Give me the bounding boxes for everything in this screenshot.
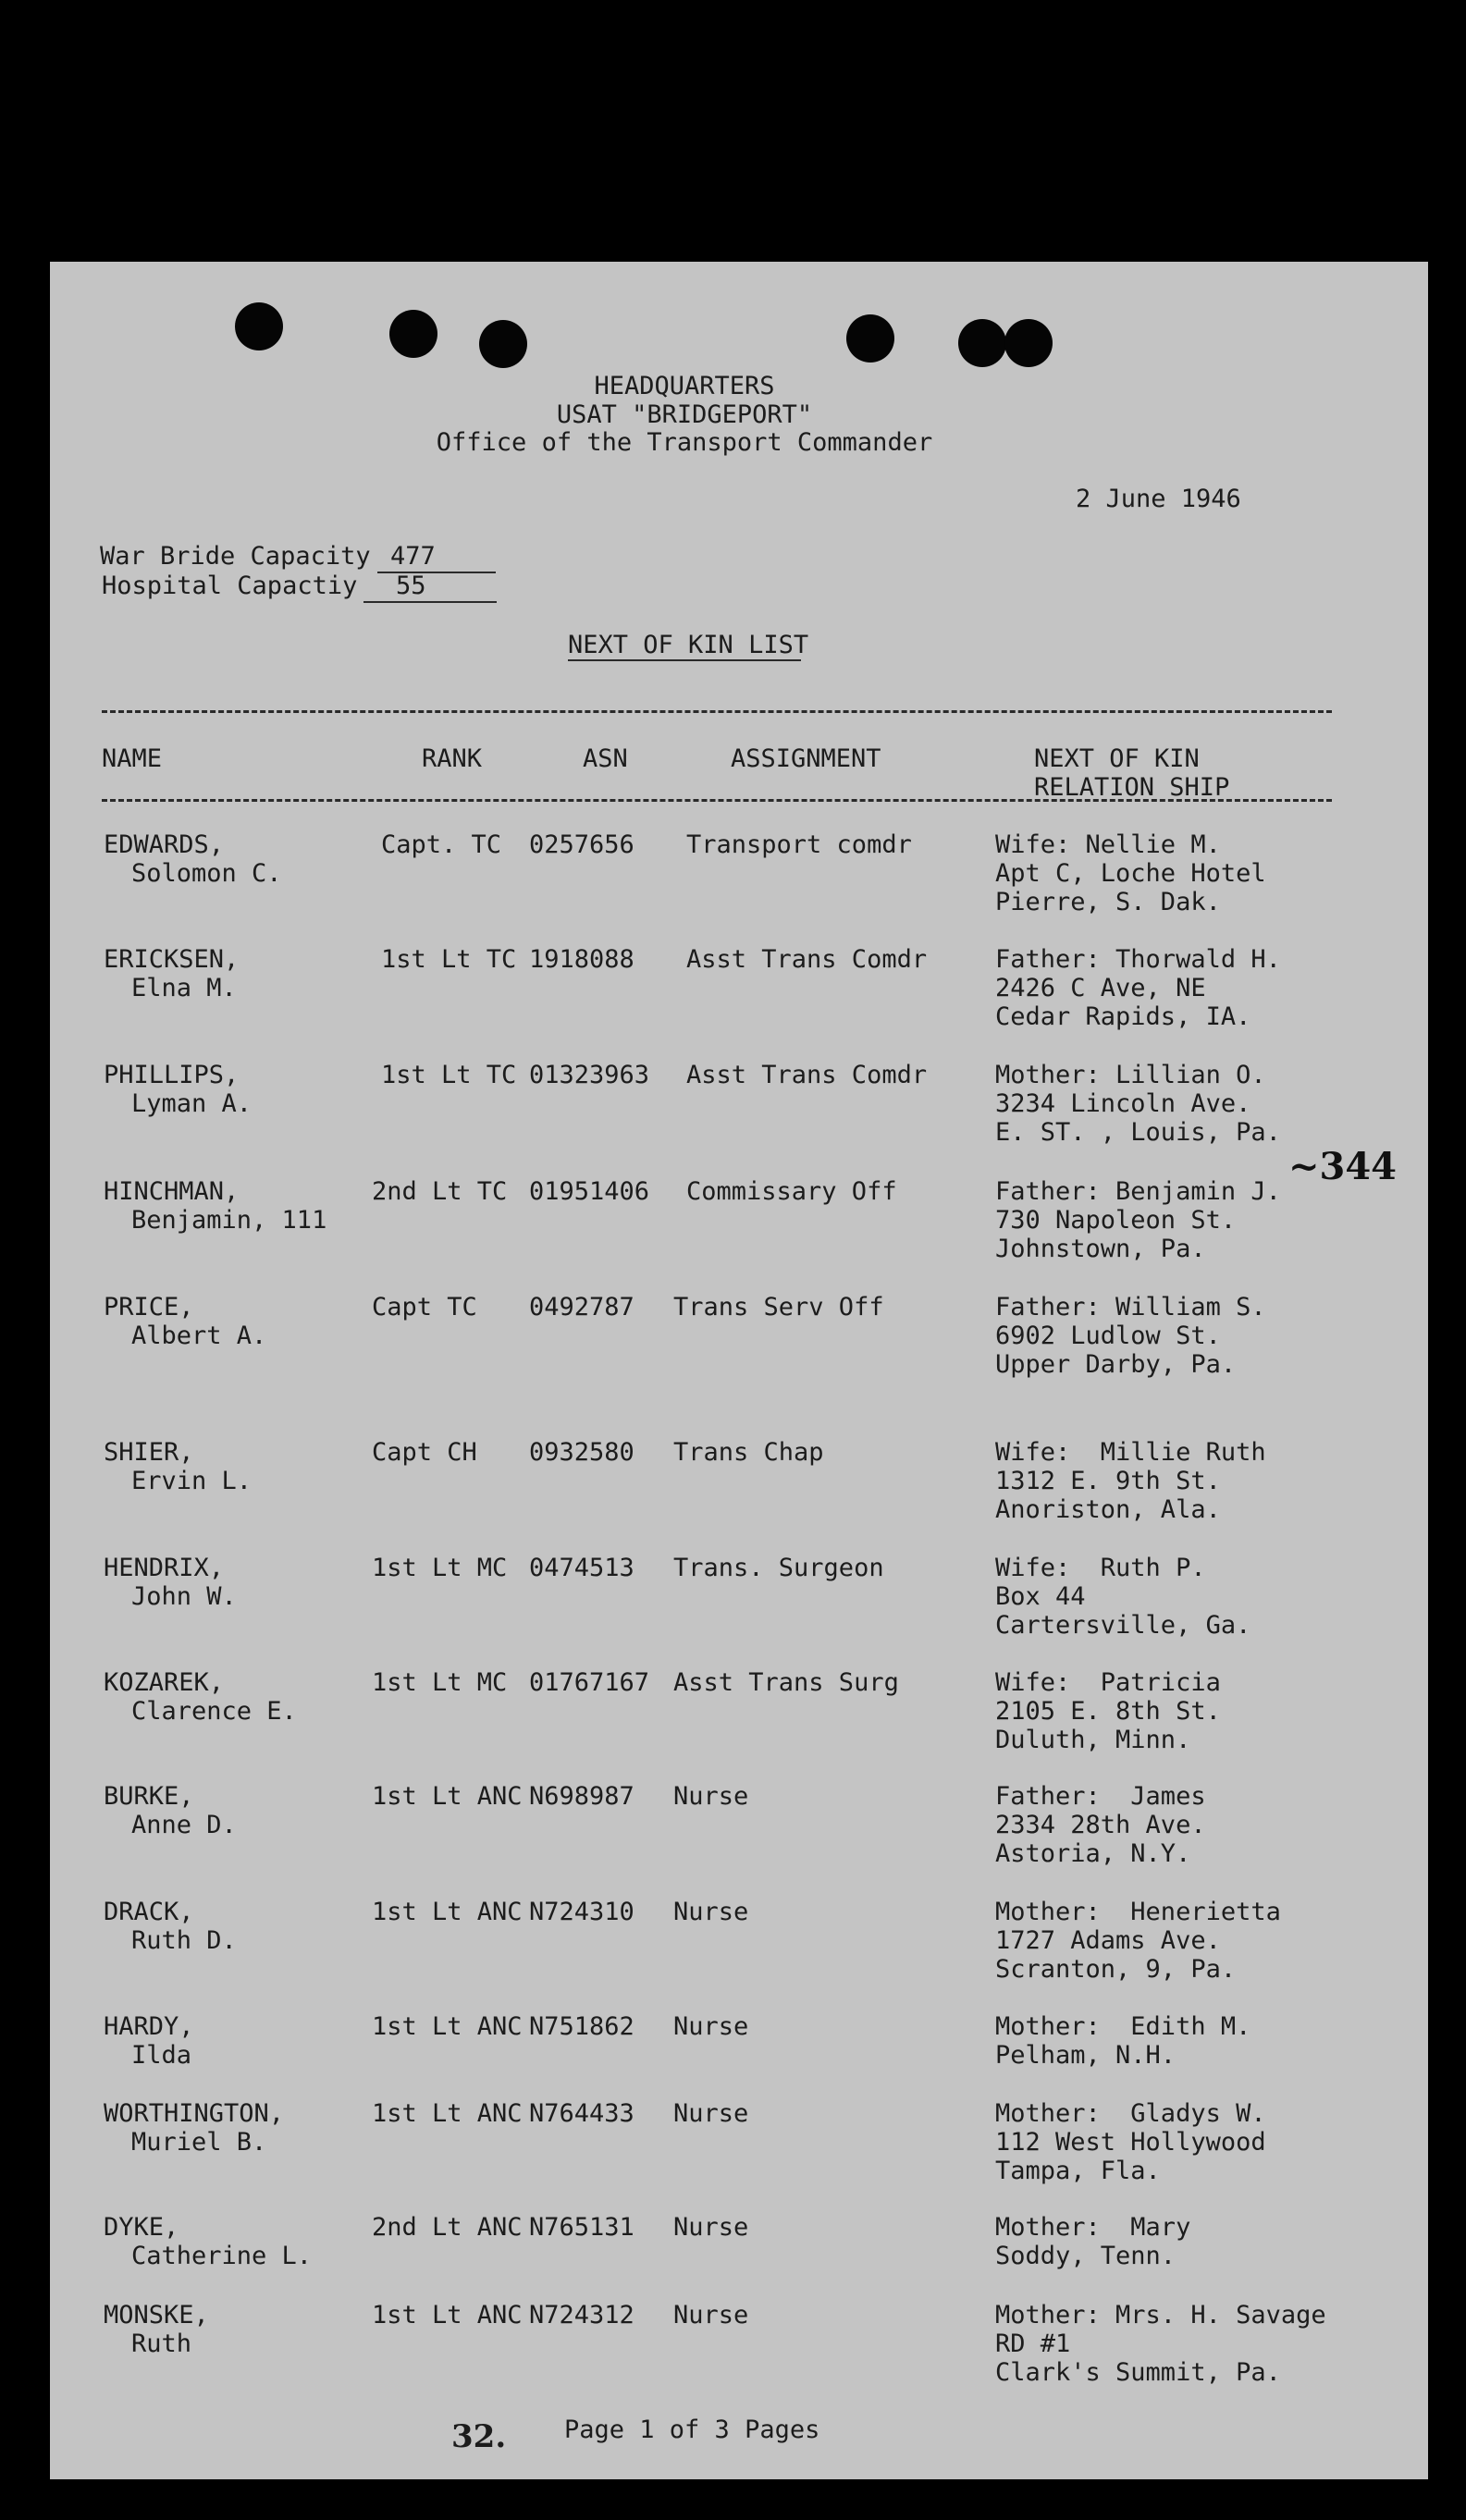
row-given-name: Ervin L.	[131, 1467, 253, 1495]
row-assignment: Asst Trans Comdr	[686, 945, 928, 974]
row-rank: 1st Lt ANC	[372, 1782, 523, 1811]
row-asn: 1918088	[529, 945, 634, 974]
hospital-capacity-value: 55	[396, 572, 426, 600]
kin-line: Astoria, N.Y.	[995, 1839, 1191, 1868]
row-given-name: John W.	[131, 1582, 237, 1611]
row-given-name: Ruth D.	[131, 1926, 237, 1955]
row-asn: 01951406	[529, 1177, 650, 1206]
kin-line: Apt C, Loche Hotel	[995, 859, 1266, 888]
row-rank: 1st Lt TC	[381, 1061, 517, 1089]
row-assignment: Nurse	[673, 2012, 749, 2041]
row-assignment: Transport comdr	[686, 830, 912, 859]
kin-line: Father: Benjamin J.	[995, 1177, 1281, 1206]
row-given-name: Clarence E.	[131, 1697, 297, 1726]
row-next-of-kin	[995, 2012, 1250, 2070]
row-surname: PHILLIPS,	[104, 1061, 240, 1089]
handwritten-page-mark: 32.	[451, 2418, 507, 2455]
row-given-name: Anne D.	[131, 1811, 237, 1839]
row-asn: N765131	[529, 2213, 634, 2242]
kin-line: 730 Napoleon St.	[995, 1206, 1237, 1235]
kin-line: Father: James	[995, 1782, 1206, 1811]
list-title-underline	[568, 659, 801, 661]
column-header-rank: RANK	[422, 744, 483, 773]
row-asn: 0474513	[529, 1554, 634, 1582]
kin-line: Mother: Henerietta	[995, 1898, 1281, 1926]
row-assignment: Nurse	[673, 2301, 749, 2329]
row-next-of-kin	[995, 1898, 1281, 1984]
row-surname: HARDY,	[104, 2012, 194, 2041]
kin-line: Wife: Patricia	[995, 1668, 1221, 1697]
punch-hole	[235, 302, 283, 350]
row-surname: ERICKSEN,	[104, 945, 240, 974]
kin-line: Tampa, Fla.	[995, 2157, 1161, 2185]
column-header-asn: ASN	[583, 744, 628, 773]
row-assignment: Nurse	[673, 1898, 749, 1926]
row-assignment: Asst Trans Surg	[673, 1668, 899, 1697]
row-surname: BURKE,	[104, 1782, 194, 1811]
column-header-next-of-kin: NEXT OF KIN	[1034, 744, 1200, 773]
header-line-2: USAT "BRIDGEPORT"	[556, 400, 813, 429]
row-given-name: Elna M.	[131, 974, 237, 1002]
kin-line: Wife: Millie Ruth	[995, 1438, 1266, 1467]
row-asn: 01323963	[529, 1061, 650, 1089]
page-indicator: Page 1 of 3 Pages	[564, 2416, 820, 2444]
kin-line: Johnstown, Pa.	[995, 1235, 1206, 1263]
row-rank: 1st Lt ANC	[372, 2099, 523, 2128]
row-rank: Capt. TC	[381, 830, 502, 859]
kin-line: Father: Thorwald H.	[995, 945, 1281, 974]
column-header-name: NAME	[102, 744, 163, 773]
row-rank: 2nd Lt TC	[372, 1177, 508, 1206]
table-header-rule	[102, 799, 1332, 802]
punch-hole	[1004, 319, 1053, 367]
kin-line: Anoriston, Ala.	[995, 1495, 1221, 1524]
row-next-of-kin	[995, 2301, 1326, 2387]
header-line-1: HEADQUARTERS	[594, 372, 775, 400]
kin-line: Clark's Summit, Pa.	[995, 2358, 1281, 2387]
row-surname: HENDRIX,	[104, 1554, 225, 1582]
kin-line: Box 44	[995, 1582, 1086, 1611]
row-given-name: Albert A.	[131, 1321, 267, 1350]
kin-line: Mother: Edith M.	[995, 2012, 1251, 2041]
row-assignment: Nurse	[673, 2099, 749, 2128]
kin-line: 2105 E. 8th St.	[995, 1697, 1221, 1726]
row-rank: 1st Lt TC	[381, 945, 517, 974]
row-rank: Capt TC	[372, 1293, 477, 1321]
row-assignment: Commissary Off	[686, 1177, 897, 1206]
hospital-capacity-label: Hospital Capactiy	[102, 572, 358, 600]
row-given-name: Solomon C.	[131, 859, 282, 888]
kin-line: RD #1	[995, 2329, 1071, 2358]
row-assignment: Trans Chap	[673, 1438, 824, 1467]
kin-line: Pelham, N.H.	[995, 2041, 1176, 2070]
row-surname: DYKE,	[104, 2213, 179, 2242]
document-date: 2 June 1946	[1076, 485, 1241, 513]
kin-line: Mother: Mary	[995, 2213, 1191, 2242]
row-given-name: Benjamin, 111	[131, 1206, 327, 1235]
row-surname: MONSKE,	[104, 2301, 209, 2329]
row-next-of-kin	[995, 1438, 1266, 1524]
kin-line: Wife: Nellie M.	[995, 830, 1221, 859]
kin-line: 3234 Lincoln Ave.	[995, 1089, 1251, 1118]
kin-line: 6902 Ludlow St.	[995, 1321, 1221, 1350]
kin-line: Mother: Gladys W.	[995, 2099, 1266, 2128]
kin-line: Upper Darby, Pa.	[995, 1350, 1237, 1379]
row-next-of-kin	[995, 1177, 1281, 1263]
punch-hole	[389, 310, 437, 358]
row-rank: 1st Lt MC	[372, 1554, 508, 1582]
kin-line: Mother: Lillian O.	[995, 1061, 1266, 1089]
column-header-relationship: RELATION SHIP	[1034, 773, 1230, 802]
row-given-name: Ilda	[131, 2041, 192, 2070]
row-rank: 2nd Lt ANC	[372, 2213, 523, 2242]
row-asn: 0932580	[529, 1438, 634, 1467]
row-rank: 1st Lt ANC	[372, 2012, 523, 2041]
row-next-of-kin	[995, 1782, 1206, 1868]
row-given-name: Lyman A.	[131, 1089, 253, 1118]
row-next-of-kin	[995, 1293, 1266, 1379]
punch-hole	[958, 319, 1006, 367]
kin-line: Cartersville, Ga.	[995, 1611, 1251, 1640]
row-rank: Capt CH	[372, 1438, 477, 1467]
row-surname: KOZAREK,	[104, 1668, 225, 1697]
row-rank: 1st Lt ANC	[372, 1898, 523, 1926]
row-surname: PRICE,	[104, 1293, 194, 1321]
stamped-number: ~344	[1288, 1145, 1398, 1188]
kin-line: Duluth, Minn.	[995, 1726, 1191, 1754]
row-given-name: Muriel B.	[131, 2128, 267, 2157]
kin-line: Pierre, S. Dak.	[995, 888, 1221, 916]
row-asn: N764433	[529, 2099, 634, 2128]
row-surname: SHIER,	[104, 1438, 194, 1467]
kin-line: E. ST. , Louis, Pa.	[995, 1118, 1281, 1147]
kin-line: 1727 Adams Ave.	[995, 1926, 1221, 1955]
column-header-assignment: ASSIGNMENT	[731, 744, 881, 773]
kin-line: 2426 C Ave, NE	[995, 974, 1206, 1002]
row-asn: N724312	[529, 2301, 634, 2329]
header-line-3: Office of the Transport Commander	[436, 428, 933, 457]
kin-line: Father: William S.	[995, 1293, 1266, 1321]
row-next-of-kin	[995, 2099, 1266, 2185]
war-bride-capacity-value: 477	[390, 542, 436, 571]
row-given-name: Catherine L.	[131, 2242, 313, 2270]
punch-hole	[846, 314, 894, 363]
row-next-of-kin	[995, 1554, 1250, 1640]
kin-line: Scranton, 9, Pa.	[995, 1955, 1237, 1984]
row-next-of-kin	[995, 2213, 1190, 2270]
row-next-of-kin	[995, 1061, 1281, 1147]
row-next-of-kin	[995, 830, 1266, 916]
row-asn: N724310	[529, 1898, 634, 1926]
kin-line: 112 West Hollywood	[995, 2128, 1266, 2157]
kin-line: Soddy, Tenn.	[995, 2242, 1176, 2270]
row-next-of-kin	[995, 1668, 1221, 1754]
kin-line: Cedar Rapids, IA.	[995, 1002, 1251, 1031]
kin-line: Wife: Ruth P.	[995, 1554, 1206, 1582]
list-title: NEXT OF KIN LIST	[568, 631, 809, 659]
row-assignment: Asst Trans Comdr	[686, 1061, 928, 1089]
row-next-of-kin	[995, 945, 1281, 1031]
war-bride-capacity-label: War Bride Capacity	[100, 542, 371, 571]
kin-line: Mother: Mrs. H. Savage	[995, 2301, 1326, 2329]
row-assignment: Nurse	[673, 2213, 749, 2242]
row-given-name: Ruth	[131, 2329, 192, 2358]
row-surname: HINCHMAN,	[104, 1177, 240, 1206]
row-rank: 1st Lt MC	[372, 1668, 508, 1697]
row-surname: DRACK,	[104, 1898, 194, 1926]
row-surname: WORTHINGTON,	[104, 2099, 285, 2128]
kin-line: 1312 E. 9th St.	[995, 1467, 1221, 1495]
row-asn: 01767167	[529, 1668, 650, 1697]
row-assignment: Trans Serv Off	[673, 1293, 884, 1321]
row-rank: 1st Lt ANC	[372, 2301, 523, 2329]
row-asn: N751862	[529, 2012, 634, 2041]
table-top-rule	[102, 710, 1332, 713]
hospital-underline	[363, 601, 497, 603]
row-asn: 0257656	[529, 830, 634, 859]
row-asn: N698987	[529, 1782, 634, 1811]
row-surname: EDWARDS,	[104, 830, 225, 859]
kin-line: 2334 28th Ave.	[995, 1811, 1206, 1839]
row-asn: 0492787	[529, 1293, 634, 1321]
row-assignment: Nurse	[673, 1782, 749, 1811]
punch-hole	[479, 320, 527, 368]
row-assignment: Trans. Surgeon	[673, 1554, 884, 1582]
